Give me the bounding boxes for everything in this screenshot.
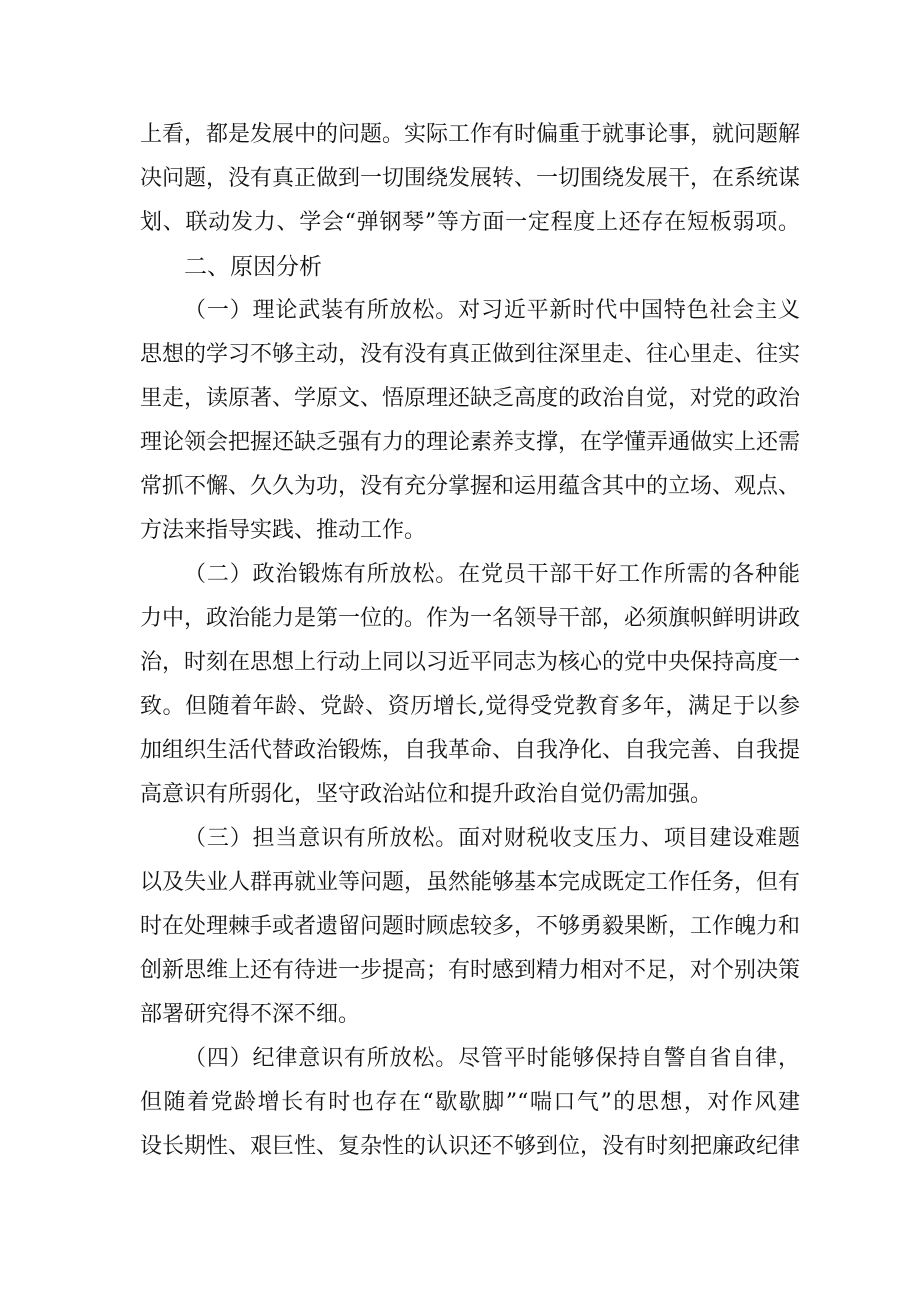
text-line: 但随着党龄增长有时也存在“歇歇脚”“喘口气”的思想，对作风建 bbox=[140, 1090, 800, 1115]
text-line: 致。但随着年龄、党龄、资历增长,觉得受党教育多年，满足于以参 bbox=[140, 694, 800, 719]
text-line: 上看，都是发展中的问题。实际工作有时偏重于就事论事，就问题解 bbox=[140, 122, 800, 147]
text-line: 加组织生活代替政治锻炼，自我革命、自我净化、自我完善、自我提 bbox=[140, 738, 800, 763]
text-line: 里走，读原著、学原文、悟原理还缺乏高度的政治自觉，对党的政治 bbox=[140, 386, 800, 411]
text-line: 划、联动发力、学会“弹钢琴”等方面一定程度上还存在短板弱项。 bbox=[140, 210, 800, 235]
text-line: 思想的学习不够主动，没有没有真正做到往深里走、往心里走、往实 bbox=[140, 342, 800, 367]
text-line: 理论领会把握还缺乏强有力的理论素养支撑，在学懂弄通做实上还需 bbox=[140, 430, 800, 455]
text-line: 治，时刻在思想上行动上同以习近平同志为核心的党中央保持高度一 bbox=[140, 650, 800, 675]
text-line: （四）纪律意识有所放松。尽管平时能够保持自警自省自律， bbox=[184, 1046, 800, 1071]
text-line: （一）理论武装有所放松。对习近平新时代中国特色社会主义 bbox=[184, 298, 800, 323]
text-line: 高意识有所弱化，坚守政治站位和提升政治自觉仍需加强。 bbox=[140, 782, 713, 807]
text-line: 创新思维上还有待进一步提高；有时感到精力相对不足，对个别决策 bbox=[140, 958, 800, 983]
text-line: 设长期性、艰巨性、复杂性的认识还不够到位，没有时刻把廉政纪律 bbox=[140, 1134, 800, 1159]
text-line: 决问题，没有真正做到一切围绕发展转、一切围绕发展干，在系统谋 bbox=[140, 166, 800, 191]
text-line: 力中，政治能力是第一位的。作为一名领导干部，必须旗帜鲜明讲政 bbox=[140, 606, 800, 631]
section-heading: 二、原因分析 bbox=[184, 254, 322, 280]
text-line: 方法来指导实践、推动工作。 bbox=[140, 518, 427, 543]
text-line: 常抓不懈、久久为功，没有充分掌握和运用蕴含其中的立场、观点、 bbox=[140, 474, 800, 499]
text-line: 以及失业人群再就业等问题，虽然能够基本完成既定工作任务，但有 bbox=[140, 870, 800, 895]
text-line: （二）政治锻炼有所放松。在党员干部干好工作所需的各种能 bbox=[184, 562, 800, 587]
text-line: 时在处理棘手或者遗留问题时顾虑较多，不够勇毅果断，工作魄力和 bbox=[140, 914, 800, 939]
text-line: 部署研究得不深不细。 bbox=[140, 1002, 361, 1027]
text-line: （三）担当意识有所放松。面对财税收支压力、项目建设难题 bbox=[184, 826, 800, 851]
